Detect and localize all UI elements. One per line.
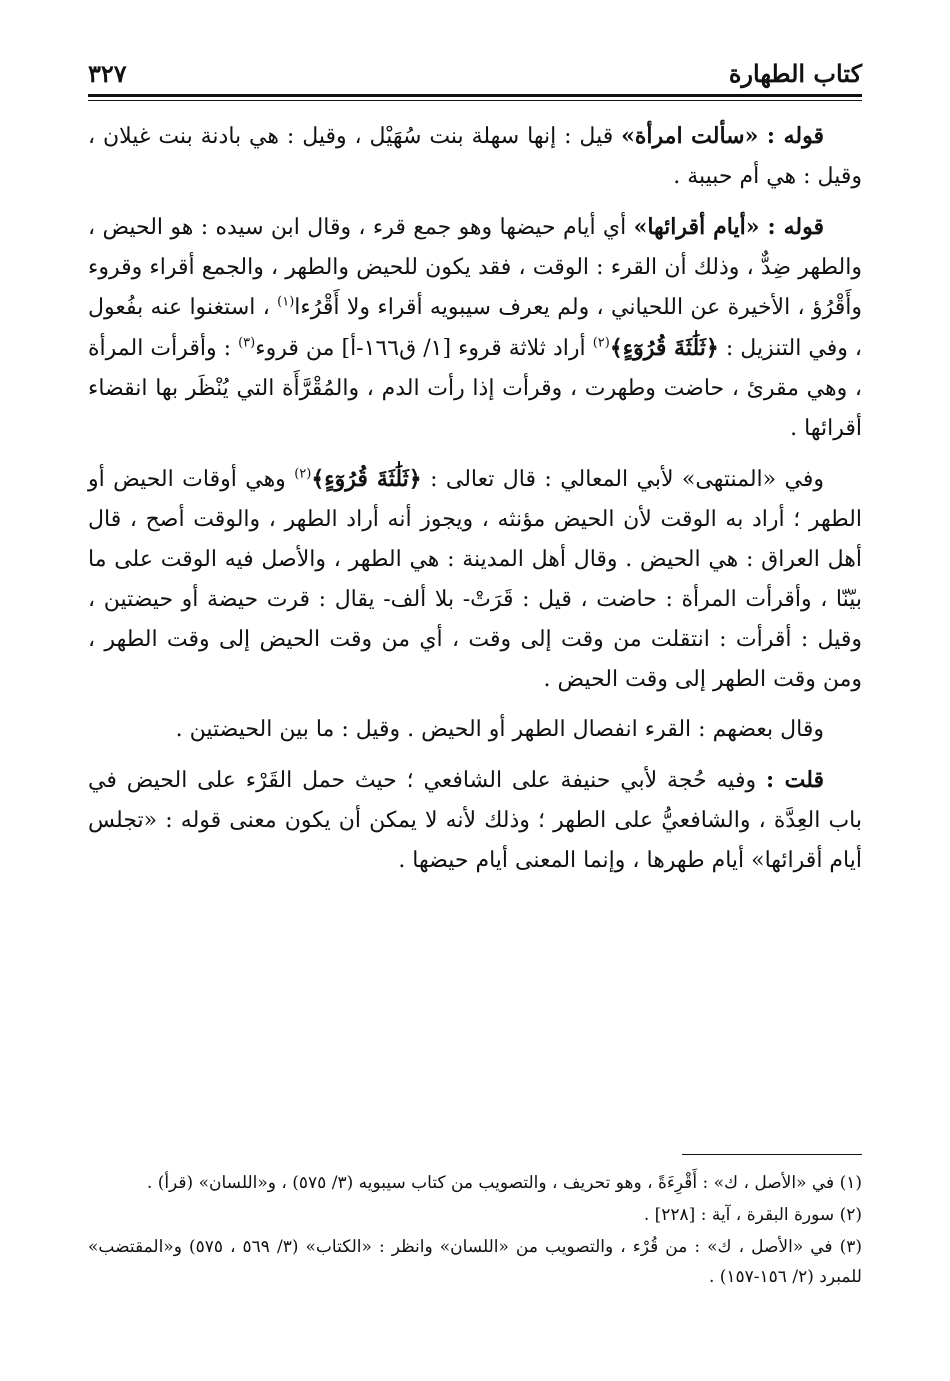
paragraph-text: وهي أوقات الحيض أو الطهر ؛ أراد به الوقت لأن الحيض مؤنثه ، ويجوز أنه أراد الطهر ، والوقت أصح ، قال أهل العراق : هي الحيض . وقال أهل المدينة : هي الطهر ، والأصل فيه الوقت على ما بيّنّا ، وأقرأت المرأة : حاضت ، قيل : قَرَتْ- بلا ألف- يقال : قرت حيضة أو حيضتين ، وقيل : أقرأت : انتقلت من وقت إلى وقت ، أي من وقت الحيض إلى وقت الطهر ، ومن وقت الطهر إلى وقت الحيض . bbox=[88, 467, 862, 692]
paragraph-3 bbox=[88, 459, 862, 700]
footnote-3: (٣) في «الأصل ، ك» : من قُرْء ، والتصويب من «اللسان» وانظر : «الكتاب» (٣/ ٥٦٩ ، ٥٧٥) و«المقتضب» للمبرد (٢/ ١٥٦-١٥٧) . bbox=[88, 1237, 862, 1287]
paragraph-text: : وأقرأت المرأة ، وهي مقرئ ، حاضت وطهرت ، وقرأت إذا رأت الدم ، والمُقْرَّأَة التي يُنْظَر بها انقضاء أقرائها . bbox=[88, 336, 862, 441]
quran-quote: ﴿ثَلَٰثَةَ قُرُوٓءٍ﴾ bbox=[311, 466, 422, 492]
book-title: كتاب الطهارة bbox=[728, 59, 862, 88]
paragraph-text: أي أيام حيضها وهو جمع قرء ، وقال ابن سيده : هو الحيض ، والطهر ضِدٌّ ، وذلك أن القرء : الوقت ، فقد يكون للحيض والطهر ، والجمع أقراء وقروء وأَقْرُؤ ، الأخيرة عن اللحياني ، ولم يعرف سيبويه أقراء ولا أَقْرُءا bbox=[88, 215, 862, 320]
footnote-separator bbox=[682, 1154, 862, 1155]
footnote-ref-1: (١) bbox=[277, 294, 295, 310]
header-rule-thick bbox=[88, 94, 862, 97]
header-rule-thin bbox=[88, 100, 862, 101]
running-header bbox=[88, 44, 862, 88]
footnote-ref-3: (٣) bbox=[238, 335, 256, 351]
paragraph-1 bbox=[88, 116, 862, 197]
paragraph-2 bbox=[88, 207, 862, 449]
paragraph-lead: قلت : bbox=[765, 767, 825, 793]
footnote-1: (١) في «الأصل ، ك» : أَقْرِءَةً ، وهو تحريف ، والتصويب من كتاب سيبويه (٣/ ٥٧٥) ، و«اللسان» (قرأ) . bbox=[146, 1173, 862, 1193]
paragraph-text: ، استغنوا عنه بفُعول ، وفي التنزيل : bbox=[88, 295, 863, 361]
footnote-2: (٢) سورة البقرة ، آية : [٢٢٨] . bbox=[643, 1205, 862, 1225]
paragraph-lead: قوله : «أيام أقرائها» bbox=[633, 214, 825, 240]
paragraph-text: وقال بعضهم : القرء انفصال الطهر أو الحيض . وقيل : ما بين الحيضتين . bbox=[175, 717, 824, 742]
paragraph-5 bbox=[88, 760, 862, 881]
footnotes bbox=[88, 1168, 862, 1294]
book-page bbox=[88, 44, 862, 1381]
quran-quote: ﴿ثَلَٰثَةَ قُرُوٓءٍ﴾ bbox=[609, 335, 719, 361]
page-number: ٣٢٧ bbox=[88, 59, 127, 88]
paragraph-text: وفي «المنتهى» لأبي المعالي : قال تعالى : bbox=[421, 467, 825, 492]
paragraph-4 bbox=[88, 710, 862, 750]
paragraph-lead: قوله : «سألت امرأة» bbox=[621, 123, 824, 149]
paragraph-text: أراد ثلاثة قروء [١/ ق١٦٦-أ] من قروء bbox=[255, 336, 593, 361]
paragraph-text: وفيه حُجة لأبي حنيفة على الشافعي ؛ حيث حمل القَرْء على الحيض في باب العِدَّة ، والشافعيُّ على الطهر ؛ وذلك لأنه لا يمكن أن يكون معنى قوله : «تجلس أيام أقرائها» أيام طهرها ، وإنما المعنى أيام حيضها . bbox=[88, 768, 862, 873]
main-text bbox=[88, 116, 862, 891]
footnote-ref-2: (٢) bbox=[294, 466, 312, 482]
paragraph-text: قيل : إنها سهلة بنت سُهَيْل ، وقيل : هي بادنة بنت غيلان ، وقيل : هي أم حبيبة . bbox=[88, 124, 862, 189]
footnote-ref-2: (٢) bbox=[592, 335, 610, 351]
